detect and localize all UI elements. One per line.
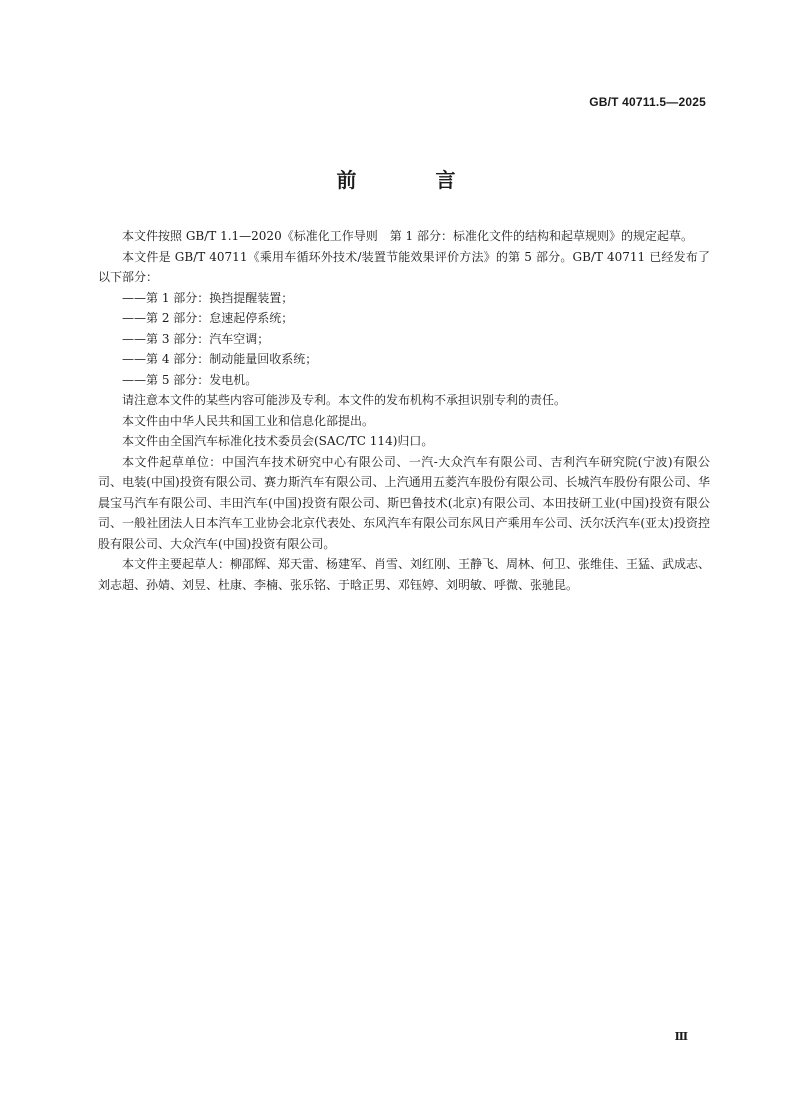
list-item-part-3: ——第 3 部分：汽车空调； xyxy=(122,331,270,346)
paragraph-drafting-rules: 本文件按照 GB/T 1.1—2020《标准化工作导则 第 1 部分：标准化文件的结构和起草规则》的规定起草。 xyxy=(122,229,693,243)
paragraph-under-jurisdiction: 本文件由全国汽车标准化技术委员会(SAC/TC 114)归口。 xyxy=(122,434,434,448)
list-item-part-1: ——第 1 部分：换挡提醒装置； xyxy=(122,290,294,305)
page-title: 前 言 xyxy=(336,168,492,192)
list-item-part-4: ——第 4 部分：制动能量回收系统； xyxy=(122,352,318,366)
paragraph-main-drafters: 本文件主要起草人：柳邵辉、郑天雷、杨建军、肖雪、刘红刚、王静飞、周林、何卫、张维佳、王猛、武成志、刘志超、孙婧、刘昱、杜康、李楠、张乐铭、于晗正男、邓钰婷、刘明敏、呼微、张驰昆。 xyxy=(98,557,711,592)
list-item-part-2: ——第 2 部分：怠速起停系统； xyxy=(122,311,294,325)
paragraph-drafting-organizations: 本文件起草单位：中国汽车技术研究中心有限公司、一汽-大众汽车有限公司、吉利汽车研究院(宁波)有限公司、电装(中国)投资有限公司、赛力斯汽车有限公司、上汽通用五菱汽车股份有限公司、长城汽车股份有限公司、华晨宝马汽车有限公司、丰田汽车(中国)投资有限公司、斯巴鲁技术(北京)有限公司、本田技研工业(中国)投资有限公司、一般社团法人日本汽车工业协会北京代表处、东风汽车有限公司东风日产乘用车公司、沃尔沃汽车(亚太)投资控股有限公司、大众汽车(中国)投资有限公司。 xyxy=(98,454,710,551)
foreword-body xyxy=(98,226,710,595)
paragraph-patent-notice: 请注意本文件的某些内容可能涉及专利。本文件的发布机构不承担识别专利的责任。 xyxy=(122,393,567,407)
standard-code: GB/T 40711.5—2025 xyxy=(589,95,706,109)
list-item-part-5: ——第 5 部分：发电机。 xyxy=(122,372,258,387)
paragraph-series-intro: 本文件是 GB/T 40711《乘用车循环外技术/装置节能效果评价方法》的第 5 部分。GB/T 40711 已经发布了以下部分： xyxy=(98,249,710,284)
paragraph-proposed-by: 本文件由中华人民共和国工业和信息化部提出。 xyxy=(122,413,375,428)
page-number: Ⅲ xyxy=(674,1030,688,1043)
